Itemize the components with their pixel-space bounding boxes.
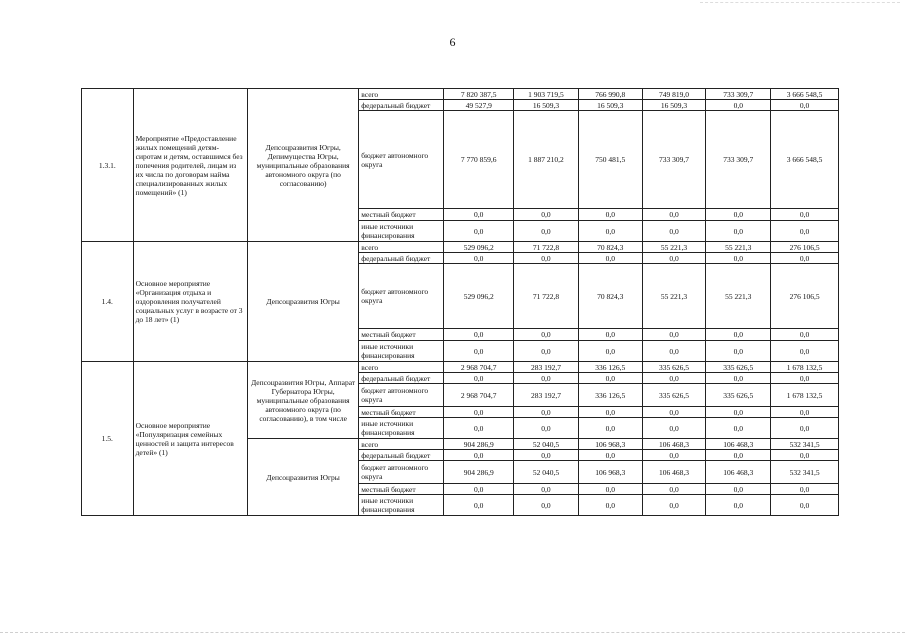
amount-cell: 0,0	[771, 418, 839, 439]
amount-cell: 49 527,9	[444, 100, 514, 111]
amount-cell: 71 722,8	[514, 242, 579, 253]
item-number: 1.5.	[82, 362, 134, 516]
amount-cell: 1 678 132,5	[771, 362, 839, 373]
amount-cell: 1 678 132,5	[771, 384, 839, 407]
amount-cell: 0,0	[771, 407, 839, 418]
amount-cell: 0,0	[578, 418, 642, 439]
amount-cell: 0,0	[578, 209, 642, 221]
amount-cell: 766 990,8	[578, 89, 642, 100]
amount-cell: 0,0	[642, 253, 706, 264]
amount-cell: 335 626,5	[642, 362, 706, 373]
amount-cell: 0,0	[514, 373, 579, 384]
amount-cell: 0,0	[578, 329, 642, 341]
amount-cell: 0,0	[578, 221, 642, 242]
amount-cell: 0,0	[444, 407, 514, 418]
funding-source: местный бюджет	[359, 484, 444, 495]
amount-cell: 7 770 859,6	[444, 111, 514, 209]
amount-cell: 0,0	[514, 407, 579, 418]
amount-cell: 532 341,5	[771, 439, 839, 450]
amount-cell: 0,0	[514, 450, 579, 461]
amount-cell: 0,0	[642, 484, 706, 495]
amount-cell: 0,0	[771, 329, 839, 341]
amount-cell: 2 968 704,7	[444, 384, 514, 407]
amount-cell: 0,0	[771, 221, 839, 242]
executor-name: Депсоцразвития Югры	[247, 439, 358, 516]
amount-cell: 0,0	[578, 450, 642, 461]
amount-cell: 55 221,3	[642, 264, 706, 329]
amount-cell: 0,0	[771, 253, 839, 264]
amount-cell: 52 040,5	[514, 461, 579, 484]
table-row	[82, 242, 839, 253]
executor-name: Депсоцразвития Югры, Аппарат Губернатора Югры, муниципальные образования автономного округа (по согласованию), в том числе	[247, 362, 358, 439]
table-row	[82, 362, 839, 373]
funding-source: иные источники финансирования	[359, 341, 444, 362]
amount-cell: 52 040,5	[514, 439, 579, 450]
budget-table	[81, 88, 839, 516]
amount-cell: 106 968,3	[578, 461, 642, 484]
funding-source: всего	[359, 242, 444, 253]
amount-cell: 0,0	[706, 418, 771, 439]
amount-cell: 3 666 548,5	[771, 111, 839, 209]
amount-cell: 276 106,5	[771, 242, 839, 253]
amount-cell: 0,0	[514, 341, 579, 362]
amount-cell: 55 221,3	[642, 242, 706, 253]
amount-cell: 0,0	[578, 484, 642, 495]
amount-cell: 0,0	[706, 209, 771, 221]
activity-name: Мероприятие «Предоставление жилых помещений детям-сиротам и детям, оставшимся без попечения родителей, лицам из их числа по договорам найма специализированных жилых помещений» (1)	[133, 89, 247, 242]
amount-cell: 0,0	[642, 221, 706, 242]
amount-cell: 733 309,7	[706, 111, 771, 209]
amount-cell: 529 096,2	[444, 264, 514, 329]
amount-cell: 0,0	[771, 209, 839, 221]
amount-cell: 335 626,5	[706, 362, 771, 373]
amount-cell: 0,0	[514, 253, 579, 264]
funding-source: бюджет автономного округа	[359, 461, 444, 484]
amount-cell: 0,0	[514, 495, 579, 516]
amount-cell: 733 309,7	[706, 89, 771, 100]
amount-cell: 7 820 387,5	[444, 89, 514, 100]
amount-cell: 0,0	[444, 253, 514, 264]
amount-cell: 0,0	[444, 221, 514, 242]
amount-cell: 0,0	[514, 484, 579, 495]
amount-cell: 0,0	[444, 329, 514, 341]
table-body	[82, 89, 839, 516]
amount-cell: 733 309,7	[642, 111, 706, 209]
scan-artifact-top	[700, 2, 900, 3]
amount-cell: 16 509,3	[642, 100, 706, 111]
amount-cell: 0,0	[514, 329, 579, 341]
funding-source: всего	[359, 362, 444, 373]
amount-cell: 0,0	[642, 418, 706, 439]
funding-source: иные источники финансирования	[359, 418, 444, 439]
amount-cell: 106 468,3	[706, 439, 771, 450]
amount-cell: 276 106,5	[771, 264, 839, 329]
amount-cell: 0,0	[642, 407, 706, 418]
amount-cell: 0,0	[771, 100, 839, 111]
amount-cell: 0,0	[578, 407, 642, 418]
funding-source: иные источники финансирования	[359, 221, 444, 242]
funding-source: местный бюджет	[359, 329, 444, 341]
funding-source: федеральный бюджет	[359, 100, 444, 111]
amount-cell: 0,0	[444, 341, 514, 362]
amount-cell: 0,0	[642, 450, 706, 461]
amount-cell: 532 341,5	[771, 461, 839, 484]
amount-cell: 0,0	[444, 484, 514, 495]
amount-cell: 55 221,3	[706, 264, 771, 329]
amount-cell: 0,0	[578, 253, 642, 264]
amount-cell: 0,0	[706, 221, 771, 242]
amount-cell: 71 722,8	[514, 264, 579, 329]
funding-source: федеральный бюджет	[359, 253, 444, 264]
funding-source: местный бюджет	[359, 407, 444, 418]
amount-cell: 0,0	[444, 418, 514, 439]
page-number: 6	[449, 35, 456, 49]
amount-cell: 0,0	[706, 495, 771, 516]
funding-source: всего	[359, 439, 444, 450]
amount-cell: 0,0	[771, 495, 839, 516]
amount-cell: 904 286,9	[444, 439, 514, 450]
amount-cell: 336 126,5	[578, 362, 642, 373]
amount-cell: 0,0	[706, 373, 771, 384]
amount-cell: 0,0	[578, 373, 642, 384]
amount-cell: 0,0	[642, 495, 706, 516]
item-number: 1.4.	[82, 242, 134, 362]
amount-cell: 0,0	[706, 450, 771, 461]
amount-cell: 0,0	[578, 495, 642, 516]
amount-cell: 0,0	[771, 450, 839, 461]
amount-cell: 70 824,3	[578, 264, 642, 329]
amount-cell: 106 468,3	[706, 461, 771, 484]
amount-cell: 1 887 210,2	[514, 111, 579, 209]
amount-cell: 750 481,5	[578, 111, 642, 209]
amount-cell: 0,0	[514, 418, 579, 439]
funding-source: всего	[359, 89, 444, 100]
activity-name: Основное мероприятие «Популяризация семейных ценностей и защита интересов детей» (1)	[133, 362, 247, 516]
executor-name: Депсоцразвития Югры, Депимущества Югры, муниципальные образования автономного округа (по согласованию)	[247, 89, 358, 242]
amount-cell: 0,0	[444, 209, 514, 221]
amount-cell: 0,0	[514, 221, 579, 242]
amount-cell: 106 968,3	[578, 439, 642, 450]
amount-cell: 904 286,9	[444, 461, 514, 484]
amount-cell: 0,0	[444, 373, 514, 384]
funding-source: федеральный бюджет	[359, 450, 444, 461]
amount-cell: 0,0	[514, 209, 579, 221]
amount-cell: 0,0	[642, 373, 706, 384]
amount-cell: 283 192,7	[514, 384, 579, 407]
funding-source: местный бюджет	[359, 209, 444, 221]
item-number: 1.3.1.	[82, 89, 134, 242]
amount-cell: 335 626,5	[642, 384, 706, 407]
amount-cell: 106 468,3	[642, 439, 706, 450]
amount-cell: 283 192,7	[514, 362, 579, 373]
table-row	[82, 89, 839, 100]
amount-cell: 55 221,3	[706, 242, 771, 253]
scan-artifact-bottom	[0, 632, 905, 633]
funding-source: бюджет автономного округа	[359, 111, 444, 209]
activity-name: Основное мероприятие «Организация отдыха и оздоровления получателей социальных услуг в возрасте от 3 до 18 лет» (1)	[133, 242, 247, 362]
funding-source: федеральный бюджет	[359, 373, 444, 384]
amount-cell: 0,0	[771, 373, 839, 384]
amount-cell: 1 903 719,5	[514, 89, 579, 100]
amount-cell: 0,0	[444, 495, 514, 516]
amount-cell: 16 509,3	[578, 100, 642, 111]
amount-cell: 0,0	[706, 253, 771, 264]
amount-cell: 0,0	[706, 484, 771, 495]
amount-cell: 0,0	[444, 450, 514, 461]
amount-cell: 749 819,0	[642, 89, 706, 100]
amount-cell: 336 126,5	[578, 384, 642, 407]
amount-cell: 0,0	[706, 407, 771, 418]
amount-cell: 0,0	[771, 341, 839, 362]
amount-cell: 0,0	[642, 209, 706, 221]
amount-cell: 3 666 548,5	[771, 89, 839, 100]
amount-cell: 0,0	[642, 341, 706, 362]
amount-cell: 0,0	[578, 341, 642, 362]
amount-cell: 2 968 704,7	[444, 362, 514, 373]
executor-name: Депсоцразвития Югры	[247, 242, 358, 362]
amount-cell: 335 626,5	[706, 384, 771, 407]
amount-cell: 0,0	[642, 329, 706, 341]
amount-cell: 0,0	[706, 100, 771, 111]
amount-cell: 529 096,2	[444, 242, 514, 253]
amount-cell: 70 824,3	[578, 242, 642, 253]
amount-cell: 106 468,3	[642, 461, 706, 484]
funding-source: бюджет автономного округа	[359, 264, 444, 329]
amount-cell: 0,0	[706, 341, 771, 362]
funding-source: иные источники финансирования	[359, 495, 444, 516]
amount-cell: 0,0	[706, 329, 771, 341]
amount-cell: 16 509,3	[514, 100, 579, 111]
funding-source: бюджет автономного округа	[359, 384, 444, 407]
amount-cell: 0,0	[771, 484, 839, 495]
